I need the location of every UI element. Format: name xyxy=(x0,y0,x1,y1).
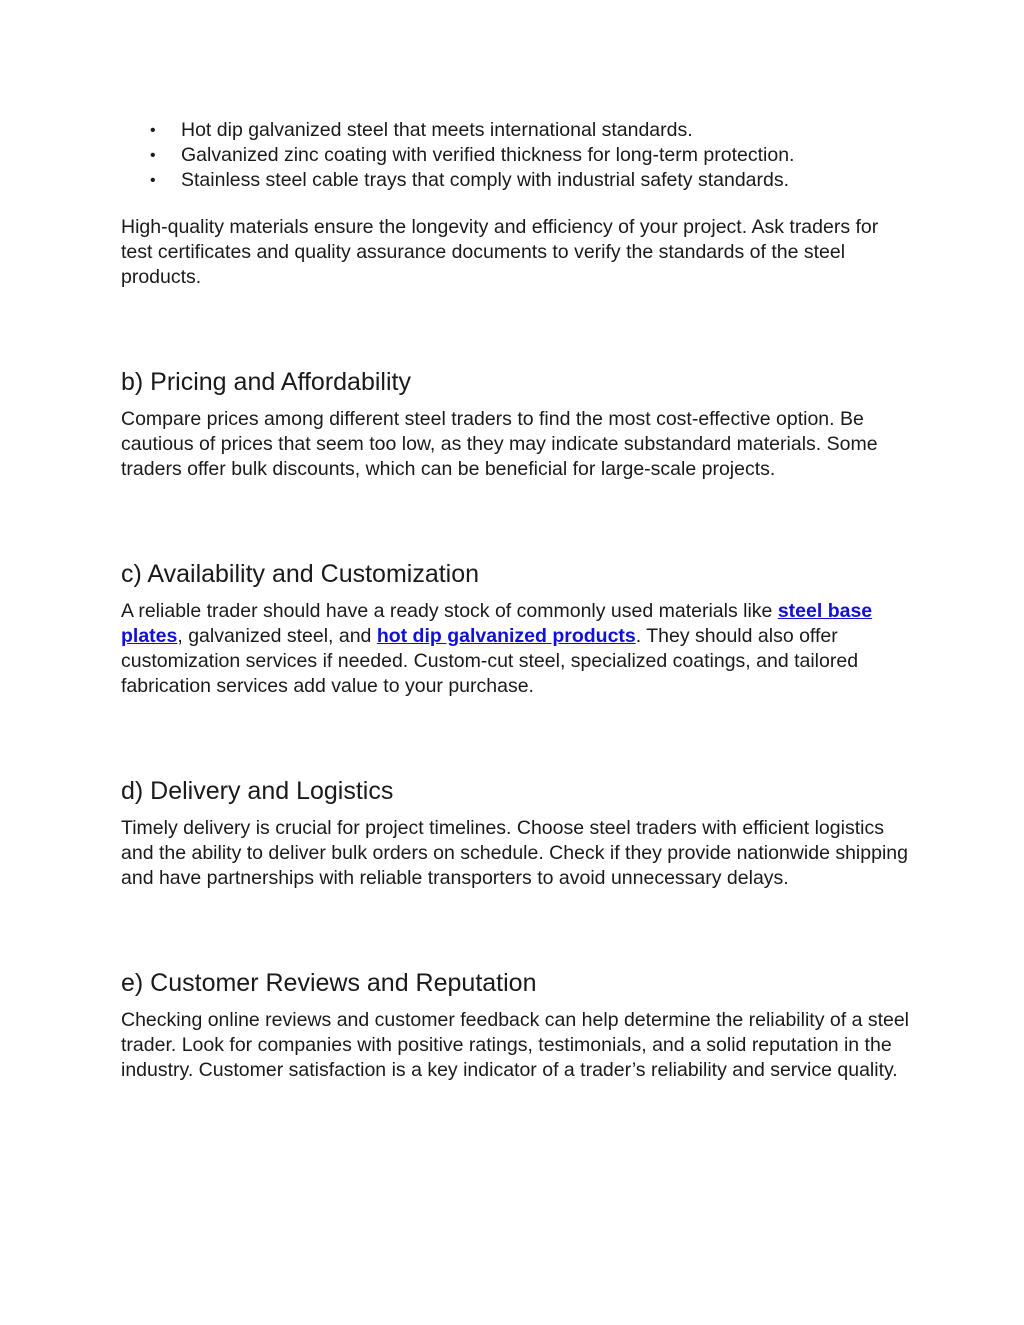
materials-bullet-list xyxy=(121,118,911,193)
bullet-text: Hot dip galvanized steel that meets international standards. xyxy=(181,119,693,141)
bullet-item xyxy=(121,168,911,193)
bullet-text: Stainless steel cable trays that comply with industrial safety standards. xyxy=(181,169,790,191)
steel-base-plates-link[interactable]: steel base plates xyxy=(121,600,873,647)
hot-dip-galvanized-products-link[interactable]: hot dip galvanized products xyxy=(376,625,636,647)
section-heading: d) Delivery and Logistics xyxy=(121,777,394,805)
body-text: A reliable trader should have a ready stock of commonly used materials like xyxy=(121,600,778,622)
section-heading: e) Customer Reviews and Reputation xyxy=(121,969,537,997)
section-delivery xyxy=(121,776,911,891)
bullet-dot-icon: • xyxy=(150,172,156,189)
section-body xyxy=(121,599,911,699)
section-availability xyxy=(121,559,911,699)
body-text: . They should also offer customization services if needed. Custom-cut steel, specialized coatings, and tailored fabrication services add value to your purchase. xyxy=(121,625,859,697)
bullet-item xyxy=(121,118,911,143)
intro-paragraph: High-quality materials ensure the longevity and efficiency of your project. Ask traders for test certificates and quality assurance documents to verify the standards of the steel products. xyxy=(121,216,879,288)
bullet-dot-icon: • xyxy=(150,147,156,164)
document-page xyxy=(121,118,911,1083)
bullet-dot-icon: • xyxy=(150,122,156,139)
section-pricing xyxy=(121,367,911,482)
body-text: , galvanized steel, and xyxy=(177,625,377,647)
section-body: Timely delivery is crucial for project timelines. Choose steel traders with efficient logistics and the ability to deliver bulk orders on schedule. Check if they provide nationwide shipping and have partnerships with reliable transporters to avoid unnecessary delays. xyxy=(121,817,908,889)
section-heading: b) Pricing and Affordability xyxy=(121,368,411,396)
section-body: Checking online reviews and customer feedback can help determine the reliability of a steel trader. Look for companies with positive ratings, testimonials, and a solid reputation in the industry. Customer satisfaction is a key indicator of a trader’s reliability and service quality. xyxy=(121,1009,910,1081)
bullet-item xyxy=(121,143,911,168)
section-reviews xyxy=(121,968,911,1083)
section-heading: c) Availability and Customization xyxy=(121,560,480,588)
bullet-text: Galvanized zinc coating with verified thickness for long-term protection. xyxy=(181,144,795,166)
section-body: Compare prices among different steel traders to find the most cost-effective option. Be cautious of prices that seem too low, as they may indicate substandard materials. Some traders offer bulk discounts, which can be beneficial for large-scale projects. xyxy=(121,408,878,480)
